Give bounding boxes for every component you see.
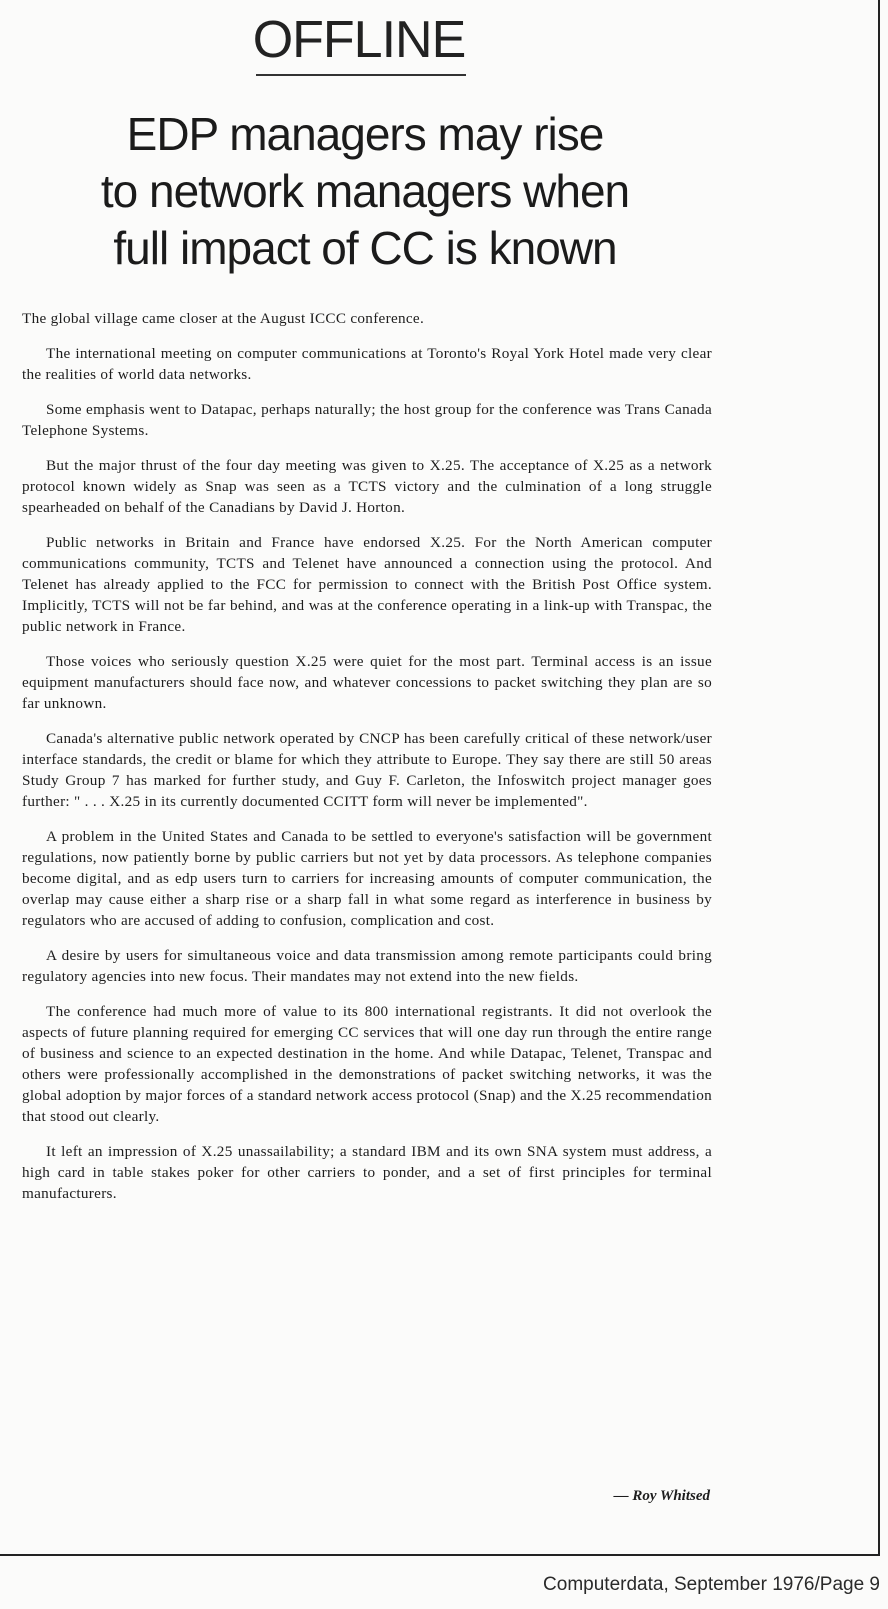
headline-line: to network managers when — [100, 165, 630, 217]
byline: — Roy Whitsed — [613, 1488, 710, 1504]
headline-line: full impact of CC is known — [113, 222, 617, 274]
paragraph: The global village came closer at the August ICCC conference. — [22, 310, 425, 327]
article-body — [22, 308, 712, 1218]
paragraph: Some emphasis went to Datapac, perhaps naturally; the host group for the conference was Trans Canada Telephone Systems. — [22, 401, 712, 439]
paragraph: The international meeting on computer communications at Toronto's Royal York Hotel made very clear the realities of world data networks. — [22, 345, 712, 383]
paragraph: Public networks in Britain and France have endorsed X.25. For the North American computer communications community, TCTS and Telenet have announced a connection using the protocol. And Telenet has already applied to the FCC for permission to connect with the British Post Office system. Implicitly, TCTS will not be far behind, and was at the conference operating in a link-up with Transpac, the public network in France. — [22, 534, 712, 635]
paragraph: Canada's alternative public network operated by CNCP has been carefully critical of these network/user interface standards, the credit or blame for which they attribute to Europe. They say there are still 50 areas Study Group 7 has marked for further study, and Guy F. Carleton, the Infoswitch project manager goes further: " . . . X.25 in its currently documented CCITT form will never be implemented". — [22, 730, 712, 810]
headline-line: EDP managers may rise — [126, 108, 604, 160]
paragraph: It left an impression of X.25 unassailability; a standard IBM and its own SNA system must address, a high card in table stakes poker for other carriers to ponder, and a set of first principles for terminal manufacturers. — [22, 1143, 712, 1202]
paragraph: The conference had much more of value to its 800 international registrants. It did not overlook the aspects of future planning required for emerging CC services that will one day run through the entire range of business and science to an expected destination in the home. And while Datapac, Telenet, Transpac and others were professionally accomplished in the demonstrations of packet switching networks, it was the global adoption by major forces of a standard network access protocol (Snap) and the X.25 recommendation that stood out clearly. — [22, 1003, 712, 1125]
page-footer: Computerdata, September 1976/Page 9 — [543, 1574, 880, 1595]
paragraph: But the major thrust of the four day meeting was given to X.25. The acceptance of X.25 as a network protocol known widely as Snap was seen as a TCTS victory and the culmination of a long struggle spearheaded on behalf of the Canadians by David J. Horton. — [22, 457, 712, 516]
paragraph: Those voices who seriously question X.25 were quiet for the most part. Terminal access is an issue equipment manufacturers should face now, and whatever concessions to packet switching they plan are so far unknown. — [22, 653, 712, 712]
headline — [20, 106, 710, 277]
paragraph: A problem in the United States and Canada to be settled to everyone's satisfaction will be government regulations, now patiently borne by public carriers but not yet by data processors. As telephone companies become digital, and as edp users turn to carriers for increasing amounts of computer communication, the overlap may cause either a sharp rise or a sharp fall in what some regard as interference in business by regulators who are accused of adding to confusion, complication and cost. — [22, 828, 712, 929]
section-underline — [256, 74, 466, 76]
paragraph: A desire by users for simultaneous voice and data transmission among remote participants could bring regulatory agencies into new focus. Their mandates may not extend into the new fields. — [22, 947, 712, 985]
section-label: OFFLINE — [252, 11, 466, 69]
